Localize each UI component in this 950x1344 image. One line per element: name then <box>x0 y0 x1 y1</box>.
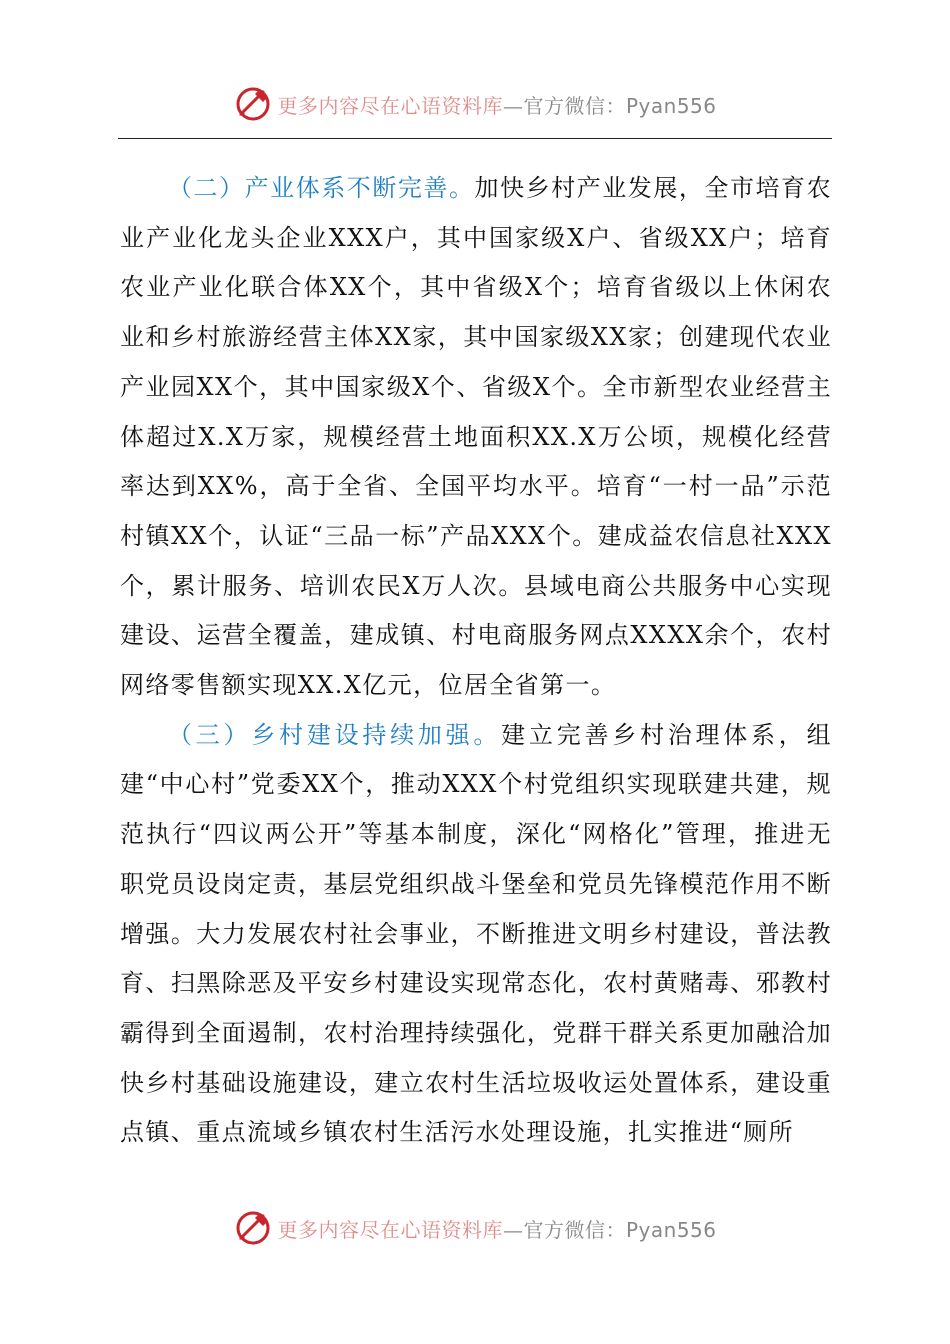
watermark-brand: 更多内容尽在心语资料库 <box>277 93 503 118</box>
pen-logo-icon <box>233 84 273 124</box>
paragraph-body-3: 建立完善乡村治理体系，组建“中心村”党委XX个，推动XXX个村党组织实现联建共建，规范执行“四议两公开”等基本制度，深化“网格化”管理，推进无职党员设岗定责，基层党组织战斗堡垒和党员先锋模范作用不断增强。大力发展农村社会事业，不断推进文明乡村建设，普法教育、扫黑除恶及平安乡村建设实现常态化，农村黄赌毒、邪教村霸得到全面遏制，农村治理持续强化，党群干群关系更加融洽加快乡村基础设施建设，建立农村生活垃圾收运处置体系，建设重点镇、重点流域乡镇农村生活污水处理设施，扎实推进“厕所 <box>120 720 832 1147</box>
watermark-official-label: 官方微信： <box>523 93 626 118</box>
document-body <box>120 164 832 1158</box>
watermark-official-label: 官方微信： <box>523 1217 626 1242</box>
watermark-wechat-id: Pyan556 <box>625 93 717 118</box>
paragraph-body-2: 加快乡村产业发展，全市培育农业产业化龙头企业XXX户，其中国家级X户、省级XX户；培育农业产业化联合体XX个，其中省级X个；培育省级以上休闲农业和乡村旅游经营主体XX家，其中国家级XX家；创建现代农业产业园XX个，其中国家级X个、省级X个。全市新型农业经营主体超过X.X万家，规模经营土地面积XX.X万公顷，规模化经营率达到XX%，高于全省、全国平均水平。培育“一村一品”示范村镇XX个，认证“三品一标”产品XXX个。建成益农信息社XXX个，累计服务、培训农民X万人次。县域电商公共服务中心实现建设、运营全覆盖，建成镇、村电商服务网点XXXX余个，农村网络零售额实现XX.X亿元，位居全省第一。 <box>120 174 832 700</box>
footer-watermark <box>0 1208 950 1248</box>
pen-logo-icon <box>233 1208 273 1248</box>
paragraph-rural-construction <box>120 711 832 1158</box>
watermark-wechat-id: Pyan556 <box>625 1217 717 1242</box>
watermark-text <box>277 1214 716 1243</box>
paragraph-industry-system <box>120 164 832 711</box>
watermark-separator: — <box>502 93 524 118</box>
section-heading-3: （三）乡村建设持续加强。 <box>168 720 502 749</box>
section-heading-2: （二）产业体系不断完善。 <box>168 174 475 202</box>
header-watermark <box>0 84 950 124</box>
watermark-brand: 更多内容尽在心语资料库 <box>277 1217 503 1242</box>
header-divider <box>118 138 832 139</box>
watermark-text <box>277 90 716 119</box>
watermark-separator: — <box>502 1217 524 1242</box>
